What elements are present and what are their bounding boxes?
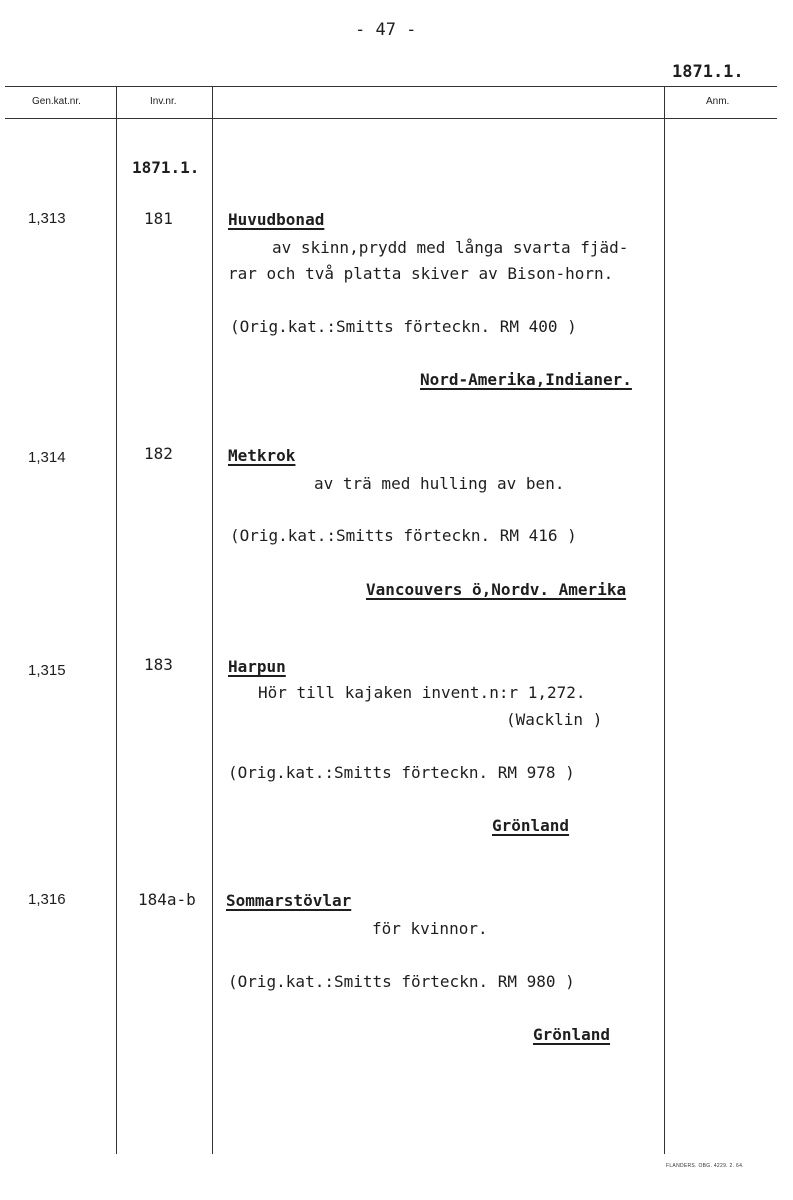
orig-catalog-ref: (Orig.kat.:Smitts förteckn. RM 980 ) [228, 972, 575, 991]
column-header-anm: Anm. [706, 96, 730, 107]
printer-mark: FLANDERS. OBG. 4229. 2. 64. [666, 1163, 744, 1169]
item-description-line: rar och två platta skiver av Bison-horn. [228, 264, 614, 283]
item-description-line: (Wacklin ) [506, 710, 603, 729]
gen-kat-number: 1,313 [28, 210, 66, 227]
gen-kat-number: 1,315 [28, 662, 66, 679]
top-rule [5, 86, 777, 87]
item-title: Harpun [228, 657, 286, 676]
inv-number: 181 [144, 209, 173, 228]
inv-number: 183 [144, 655, 173, 674]
column-divider-1 [116, 86, 117, 1154]
item-origin: Grönland [492, 816, 570, 835]
column-divider-3 [664, 86, 665, 1154]
item-title: Sommarstövlar [226, 891, 352, 910]
year-reference: 1871.1. [672, 62, 744, 82]
item-description-line: av trä med hulling av ben. [314, 474, 565, 493]
column-header-inv: Inv.nr. [150, 96, 177, 107]
inv-number: 182 [144, 444, 173, 463]
orig-catalog-ref: (Orig.kat.:Smitts förteckn. RM 416 ) [230, 526, 577, 545]
gen-kat-number: 1,316 [28, 891, 66, 908]
item-description-line: av skinn,prydd med långa svarta fjäd- [272, 238, 629, 257]
column-header-gen-kat: Gen.kat.nr. [32, 96, 81, 107]
column-divider-2 [212, 86, 213, 1154]
item-description-line: Hör till kajaken invent.n:r 1,272. [258, 683, 586, 702]
item-title: Huvudbonad [228, 210, 325, 229]
page-number: - 47 - [355, 20, 417, 40]
header-rule [5, 118, 777, 119]
orig-catalog-ref: (Orig.kat.:Smitts förteckn. RM 978 ) [228, 763, 575, 782]
item-description-line: för kvinnor. [372, 919, 488, 938]
gen-kat-number: 1,314 [28, 449, 66, 466]
item-origin: Grönland [533, 1025, 611, 1044]
group-label: 1871.1. [132, 158, 200, 177]
item-title: Metkrok [228, 446, 296, 465]
orig-catalog-ref: (Orig.kat.:Smitts förteckn. RM 400 ) [230, 317, 577, 336]
item-origin: Vancouvers ö,Nordv. Amerika [366, 580, 627, 599]
inv-number: 184a-b [138, 890, 196, 909]
item-origin: Nord-Amerika,Indianer. [420, 370, 632, 389]
